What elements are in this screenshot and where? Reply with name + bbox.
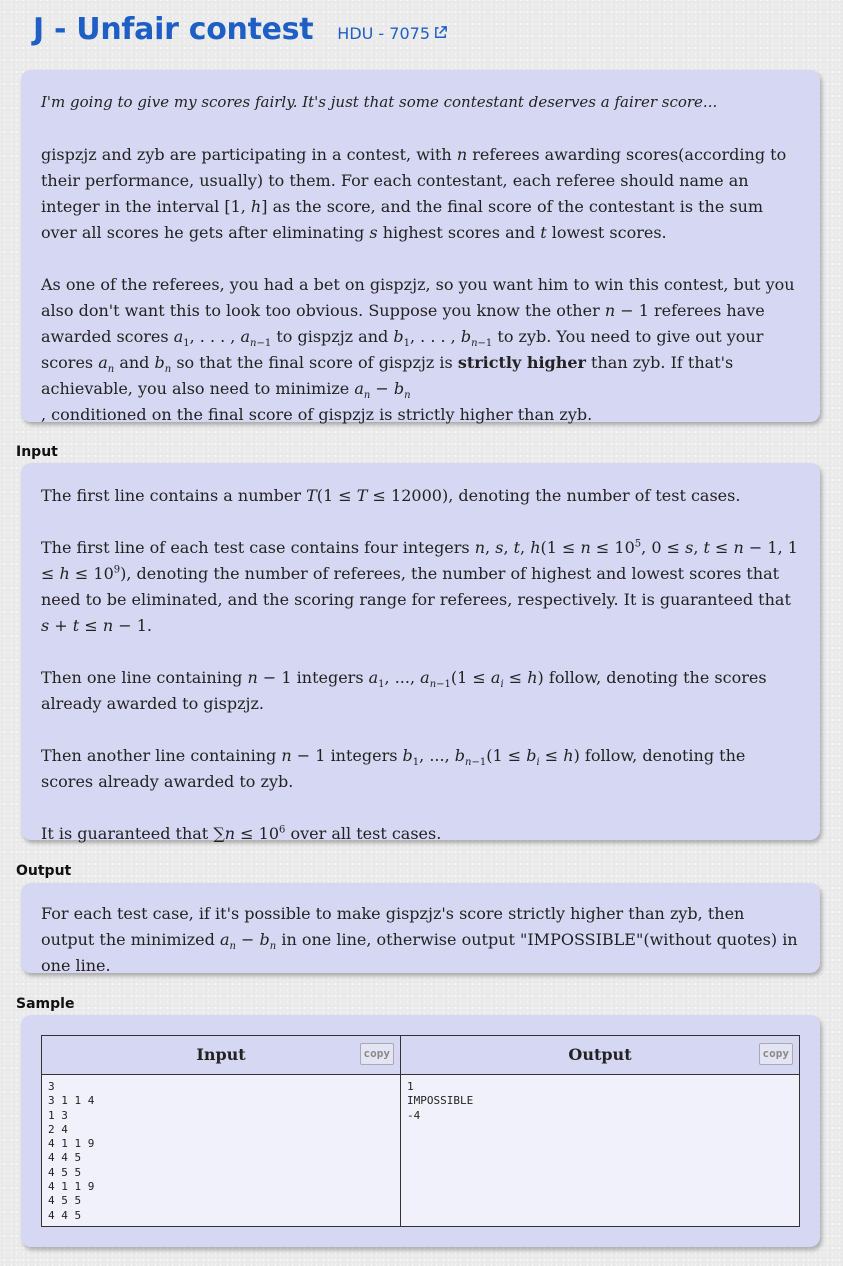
input-paragraph-1: The first line contains a number T(1 ≤ T ≤ 12000), denoting the number of test cases. [41,486,741,505]
input-card [21,463,820,843]
input-paragraph-2: The first line of each test case contains four integers n, s, t, $h(1 \le n \le 10^5$, 0 ≤ s, t ≤ n − 1, $1 \le h \le 10^9$), denoting the number of referees, the number of highest and lowest scores that need to be eliminated, and the scoring range for referees, respectively. It is guaranteed that s + t ≤ n − 1. [41,538,798,635]
sample-section-label: Sample [16,996,75,1012]
problem-title: J - Unfair contest [33,12,314,47]
output-paragraph: For each test case, if it's possible to make gispzjz's score strictly higher than zyb, then output the minimized $a_n - b_n$ in one line, otherwise output "IMPOSSIBLE"(without quotes) in one line. [41,904,798,975]
input-paragraph-4: Then another line containing n − 1 integers $b_1$, ..., $b_{n-1}(1 \le b_i \le h)$ follow, denoting the scores already awarded to zyb. [41,746,746,791]
sample-card [21,1015,820,1247]
sample-table [41,1035,800,1227]
copy-input-button[interactable]: copy [360,1043,395,1065]
legend-text: I'm going to give my scores fairly. It's just that some contestant deserves a fairer score... [41,93,718,111]
output-card [21,883,820,973]
sample-input-header: Input copy [42,1036,400,1075]
copy-output-button[interactable]: copy [759,1043,794,1065]
sample-input-text[interactable]: 3 3 1 1 4 1 3 2 4 4 1 1 9 4 4 5 4 5 5 4 1 1 9 4 5 5 4 4 5 [42,1075,400,1226]
external-link-icon[interactable] [433,25,448,40]
output-section-label: Output [16,863,72,879]
sample-output-header: Output copy [401,1036,799,1075]
sample-output-text[interactable]: 1 IMPOSSIBLE -4 [401,1075,799,1226]
description-paragraph-2: As one of the referees, you had a bet on gispzjz, so you want him to win this contest, but you also don't want this to look too obvious. Suppose you know the other n − 1 referees have awarded scores $a_1$, . . . , $a_{n-1}$ to gispzjz and $b_1$, . . . , $b_{n-1}$ to zyb. You need to give out your scores $a_n$ and $b_n$ so that the final score of gispzjz is strictly higher than zyb. If that's achievable, you also need to minimize $a_n - b_n$ , conditioned on the final score of gispzjz is strictly higher than zyb. [41,275,795,424]
input-paragraph-5: It is guaranteed that $\sum n \le 10^6$ over all test cases. [41,824,442,843]
input-paragraph-3: Then one line containing n − 1 integers $a_1$, ..., $a_{n-1}(1 \le a_i \le h)$ follow, denoting the scores already awarded to gispzjz. [41,668,767,713]
sample-output-column [401,1036,799,1226]
source-link-text[interactable]: HDU - 7075 [337,24,431,43]
sample-input-column [42,1036,401,1226]
description-paragraph-1: gispzjz and zyb are participating in a contest, with n referees awarding scores(according to their performance, usually) to them. For each contestant, each referee should name an integer in the interval [1, h] as the score, and the final score of the contestant is the sum over all scores he gets after eliminating s highest scores and t lowest scores. [41,145,787,242]
source-link[interactable] [337,24,448,43]
problem-header [33,12,448,47]
description-card [21,70,820,422]
input-section-label: Input [16,444,58,460]
